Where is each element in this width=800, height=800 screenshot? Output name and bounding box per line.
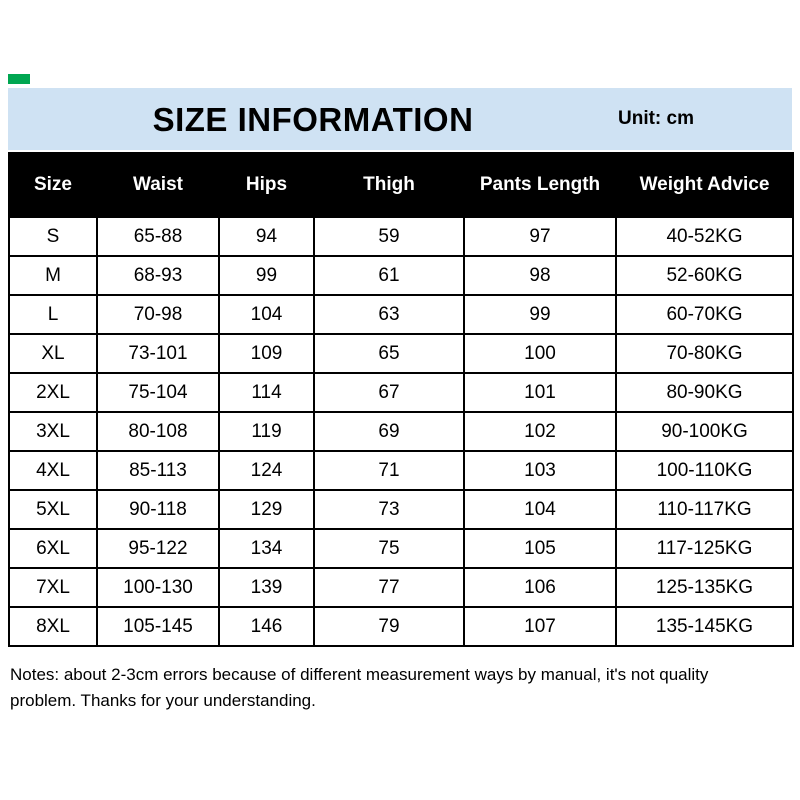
cell-weight: 40-52KG <box>616 217 793 256</box>
column-header-waist: Waist <box>97 153 219 217</box>
cell-thigh: 67 <box>314 373 464 412</box>
cell-length: 104 <box>464 490 616 529</box>
table-row <box>9 529 793 568</box>
table-row <box>9 217 793 256</box>
cell-thigh: 73 <box>314 490 464 529</box>
cell-size: 4XL <box>9 451 97 490</box>
cell-length: 105 <box>464 529 616 568</box>
header-band <box>8 88 792 150</box>
cell-thigh: 59 <box>314 217 464 256</box>
cell-thigh: 71 <box>314 451 464 490</box>
cell-length: 98 <box>464 256 616 295</box>
cell-size: 8XL <box>9 607 97 646</box>
table-row <box>9 334 793 373</box>
table-header-row <box>9 153 793 217</box>
cell-thigh: 63 <box>314 295 464 334</box>
cell-size: XL <box>9 334 97 373</box>
cell-hips: 94 <box>219 217 314 256</box>
cell-size: M <box>9 256 97 295</box>
cell-thigh: 65 <box>314 334 464 373</box>
cell-hips: 104 <box>219 295 314 334</box>
cell-size: 7XL <box>9 568 97 607</box>
cell-weight: 60-70KG <box>616 295 793 334</box>
table-row <box>9 568 793 607</box>
table-row <box>9 607 793 646</box>
cell-size: L <box>9 295 97 334</box>
cell-size: 6XL <box>9 529 97 568</box>
cell-waist: 85-113 <box>97 451 219 490</box>
cell-hips: 99 <box>219 256 314 295</box>
cell-length: 102 <box>464 412 616 451</box>
cell-thigh: 61 <box>314 256 464 295</box>
cell-waist: 65-88 <box>97 217 219 256</box>
cell-weight: 52-60KG <box>616 256 793 295</box>
column-header-size: Size <box>9 153 97 217</box>
cell-length: 99 <box>464 295 616 334</box>
cell-thigh: 79 <box>314 607 464 646</box>
cell-size: 3XL <box>9 412 97 451</box>
cell-waist: 75-104 <box>97 373 219 412</box>
cell-waist: 90-118 <box>97 490 219 529</box>
cell-length: 103 <box>464 451 616 490</box>
cell-waist: 95-122 <box>97 529 219 568</box>
column-header-thigh: Thigh <box>314 153 464 217</box>
column-header-weight-advice: Weight Advice <box>616 153 793 217</box>
cell-hips: 129 <box>219 490 314 529</box>
cell-size: S <box>9 217 97 256</box>
cell-weight: 117-125KG <box>616 529 793 568</box>
cell-length: 107 <box>464 607 616 646</box>
cell-size: 2XL <box>9 373 97 412</box>
cell-weight: 110-117KG <box>616 490 793 529</box>
table-row <box>9 373 793 412</box>
cell-waist: 73-101 <box>97 334 219 373</box>
cell-length: 97 <box>464 217 616 256</box>
column-header-pants-length: Pants Length <box>464 153 616 217</box>
cell-length: 100 <box>464 334 616 373</box>
accent-corner-mark <box>8 74 30 84</box>
cell-hips: 119 <box>219 412 314 451</box>
cell-length: 106 <box>464 568 616 607</box>
cell-thigh: 69 <box>314 412 464 451</box>
size-information-table <box>8 152 794 647</box>
table-body <box>9 217 793 646</box>
cell-hips: 124 <box>219 451 314 490</box>
table-header <box>9 153 793 217</box>
table-row <box>9 412 793 451</box>
notes-line-2: problem. Thanks for your understanding. <box>10 691 316 711</box>
table-row <box>9 451 793 490</box>
cell-length: 101 <box>464 373 616 412</box>
table-row <box>9 256 793 295</box>
cell-waist: 80-108 <box>97 412 219 451</box>
cell-hips: 139 <box>219 568 314 607</box>
cell-hips: 134 <box>219 529 314 568</box>
cell-waist: 100-130 <box>97 568 219 607</box>
cell-weight: 100-110KG <box>616 451 793 490</box>
cell-thigh: 75 <box>314 529 464 568</box>
cell-waist: 105-145 <box>97 607 219 646</box>
cell-size: 5XL <box>9 490 97 529</box>
cell-weight: 125-135KG <box>616 568 793 607</box>
unit-label: Unit: cm <box>618 108 694 129</box>
cell-waist: 70-98 <box>97 295 219 334</box>
cell-waist: 68-93 <box>97 256 219 295</box>
cell-thigh: 77 <box>314 568 464 607</box>
cell-weight: 70-80KG <box>616 334 793 373</box>
notes-line-1: Notes: about 2-3cm errors because of different measurement ways by manual, it's not quality <box>10 665 709 684</box>
table-row <box>9 490 793 529</box>
cell-hips: 109 <box>219 334 314 373</box>
cell-hips: 146 <box>219 607 314 646</box>
cell-weight: 80-90KG <box>616 373 793 412</box>
page-title: SIZE INFORMATION <box>152 100 474 138</box>
cell-weight: 135-145KG <box>616 607 793 646</box>
column-header-hips: Hips <box>219 153 314 217</box>
cell-weight: 90-100KG <box>616 412 793 451</box>
notes-block <box>10 662 792 715</box>
table-row <box>9 295 793 334</box>
cell-hips: 114 <box>219 373 314 412</box>
